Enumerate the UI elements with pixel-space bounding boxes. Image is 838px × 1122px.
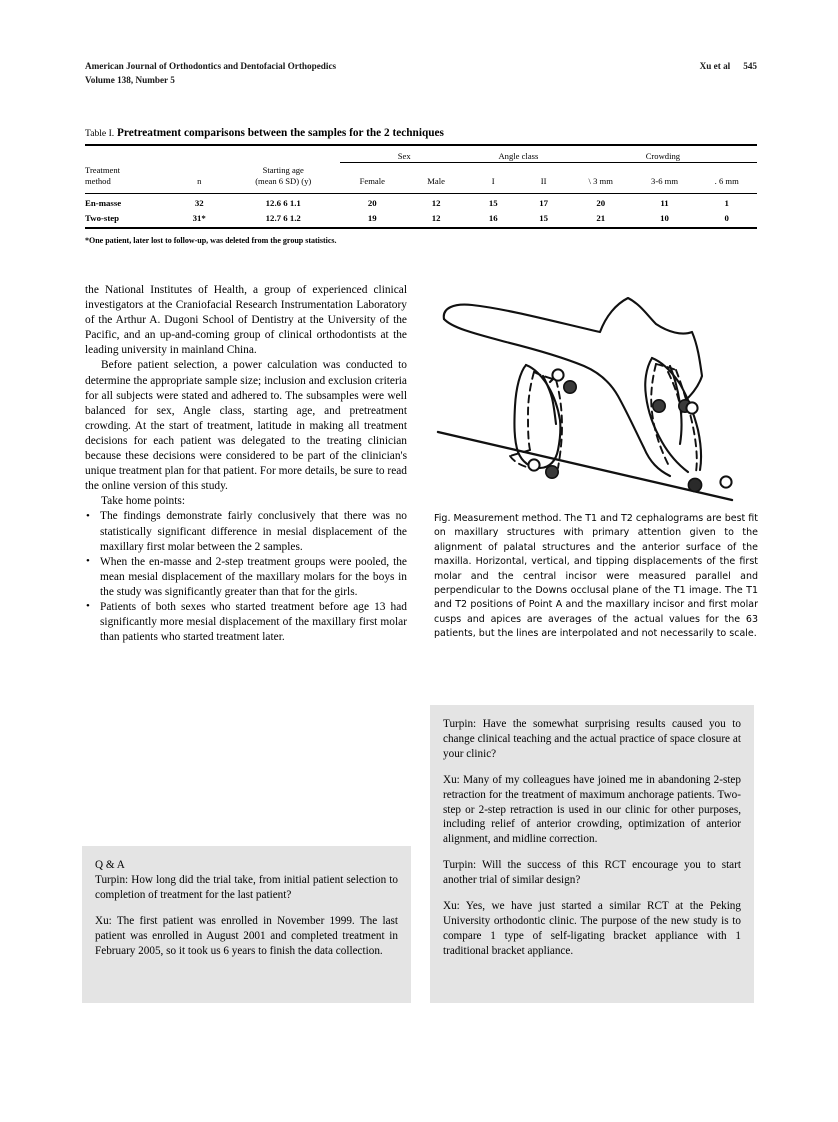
table-caption bbox=[85, 126, 757, 141]
list-item: • Patients of both sexes who started treatment before age 13 had significantly more mesial displacement of the maxillary first molar than patients who started treatment later. bbox=[85, 600, 407, 645]
group-blank-2 bbox=[172, 145, 226, 163]
maxilla-tracing-illustration bbox=[430, 272, 760, 504]
take-home-points-heading: Take home points: bbox=[101, 495, 185, 508]
figure-caption: Fig. Measurement method. The T1 and T2 cephalograms are best fit on maxillary structures with primary attention given to the alignment of palatal structures and the anterior surface of the maxilla. Horizontal, vertical, and tipping displacements of the first molar and the central incisor were measured parallel and perpendicular to the Downs occlusal plane of the T1 image. The T1 and T2 positions of Point A and the maxillary incisor and first molar cusps and apices are averages of the actual values for the 63 patients, but the lines are interpolated and not necessarily to scale. bbox=[434, 513, 758, 640]
table-title-text: Pretreatment comparisons between the samples for the 2 techniques bbox=[117, 127, 444, 139]
cephalometric-tracing-figure bbox=[430, 272, 760, 504]
column-header-male: Male bbox=[427, 176, 445, 186]
group-blank-3 bbox=[226, 145, 340, 163]
qa-question: Turpin: Will the success of this RCT encourage you to start another trial of similar design? bbox=[443, 859, 741, 887]
column-header-crowding-lt-3mm: \ 3 mm bbox=[588, 176, 613, 186]
left-text-column bbox=[85, 283, 407, 645]
cell-class-i: 16 bbox=[488, 212, 498, 223]
table-column-header-row bbox=[85, 163, 757, 194]
cell-starting-age: 12.6 6 1.1 bbox=[265, 197, 301, 208]
running-authors: Xu et al bbox=[699, 61, 731, 71]
volume-issue: Volume 138, Number 5 bbox=[85, 74, 175, 85]
qa-question: Turpin: Have the somewhat surprising results caused you to change clinical teaching and the actual practice of space closure at your clinic? bbox=[443, 718, 741, 760]
table-row bbox=[85, 193, 757, 209]
column-header-class-i: I bbox=[491, 176, 495, 186]
column-header-class-ii: II bbox=[540, 176, 547, 186]
cell-method: Two-step bbox=[85, 212, 120, 223]
column-header-treatment-method: Treatment method bbox=[85, 164, 121, 186]
column-header-n: n bbox=[197, 176, 202, 186]
qa-box-right bbox=[430, 705, 754, 1003]
group-header-angle-class: Angle class bbox=[468, 145, 569, 163]
column-header-crowding-gt-6mm: . 6 mm bbox=[714, 176, 739, 186]
cell-class-ii: 15 bbox=[539, 212, 548, 223]
column-header-starting-age: Starting age (mean 6 SD) (y) bbox=[255, 164, 312, 186]
page-number: 545 bbox=[743, 61, 757, 71]
cell-n: 31* bbox=[192, 212, 206, 223]
cell-male: 12 bbox=[431, 212, 441, 223]
qa-box-left bbox=[82, 846, 411, 1003]
journal-title: American Journal of Orthodontics and Dentofacial Orthopedics bbox=[85, 61, 337, 71]
group-blank-1 bbox=[85, 145, 172, 163]
list-item: • When the en-masse and 2-step treatment groups were pooled, the mean mesial displacement of the maxillary molars for the boys in the study was significantly greater than that for the girls. bbox=[85, 555, 407, 600]
cell-crowding-gt-6mm: 0 bbox=[724, 212, 729, 223]
cell-female: 19 bbox=[367, 212, 377, 223]
pretreatment-comparison-table bbox=[85, 144, 757, 229]
group-header-sex: Sex bbox=[340, 145, 468, 163]
qa-answer: Xu: Yes, we have just started a similar RCT at the Peking University orthodontic clinic. The purpose of the new study is to compare 1 type of self-ligating bracket appliance with 1 traditional bracket appliance. bbox=[443, 900, 741, 957]
cell-crowding-gt-6mm: 1 bbox=[724, 197, 729, 208]
paragraph-power-calculation: Before patient selection, a power calculation was conducted to determine the appropriate sample size; inclusion and exclusion criteria for all subjects were stated and adhered to. The subsamples were well balanced for sex, Angle class, starting age, and pretreatment crowding. At the start of treatment, latitude in making all treatment decisions for each patient was delegated to the treating clinician because these decisions were considered to be part of the clinician's unique treatment plan for that patient. For more details, be sure to read the online version of this study. bbox=[85, 359, 407, 493]
table-section bbox=[85, 126, 757, 246]
running-head bbox=[85, 60, 757, 87]
list-item: • The findings demonstrate fairly conclusively that there was no statistically significant difference in mesial displacement of the maxillary first molar between the 2 samples. bbox=[85, 509, 407, 554]
column-header-crowding-3-6mm: 3-6 mm bbox=[651, 176, 679, 186]
qa-heading: Q & A bbox=[95, 859, 125, 871]
landmark-points bbox=[528, 369, 731, 491]
cell-n: 32 bbox=[194, 197, 204, 208]
cell-method: En-masse bbox=[85, 197, 122, 208]
qa-question: Turpin: How long did the trial take, from initial patient selection to completion of treatment for the last patient? bbox=[95, 873, 398, 901]
column-header-female: Female bbox=[359, 176, 385, 186]
paragraph-continued: the National Institutes of Health, a group of experienced clinical investigators at the Craniofacial Research Instrumentation Laboratory of the Arthur A. Dugoni School of Dentistry at the University of the Pacific, and an up-and-coming group of clinical orthodontists at the leading university in mainland China. bbox=[85, 284, 407, 357]
cell-female: 20 bbox=[367, 197, 377, 208]
cell-starting-age: 12.7 6 1.2 bbox=[265, 212, 301, 223]
cell-class-ii: 17 bbox=[539, 197, 548, 208]
cell-crowding-lt-3mm: 21 bbox=[596, 212, 606, 223]
cell-class-i: 15 bbox=[488, 197, 498, 208]
cell-crowding-3-6mm: 11 bbox=[660, 197, 669, 208]
cell-crowding-3-6mm: 10 bbox=[660, 212, 669, 223]
qa-answer: Xu: Many of my colleagues have joined me in abandoning 2-step retraction for the treatment of maximum anchorage patients. Two-step or 2-step retraction is used in our clinic for other purposes, including relief of anterior crowding, optimization of anterior alignment, and midline correction. bbox=[443, 773, 741, 846]
table-row bbox=[85, 209, 757, 228]
cell-crowding-lt-3mm: 20 bbox=[596, 197, 606, 208]
group-header-crowding: Crowding bbox=[569, 145, 757, 163]
table-group-header-row bbox=[85, 145, 757, 163]
cell-male: 12 bbox=[431, 197, 441, 208]
table-footnote: *One patient, later lost to follow-up, was deleted from the group statistics. bbox=[85, 235, 337, 245]
qa-answer: Xu: The first patient was enrolled in November 1999. The last patient was enrolled in August 2001 and completed treatment in February 2005, so it took us 6 years to finish the data collection. bbox=[95, 914, 398, 957]
table-label: Table I. bbox=[85, 128, 115, 139]
take-home-points-list bbox=[85, 509, 407, 645]
